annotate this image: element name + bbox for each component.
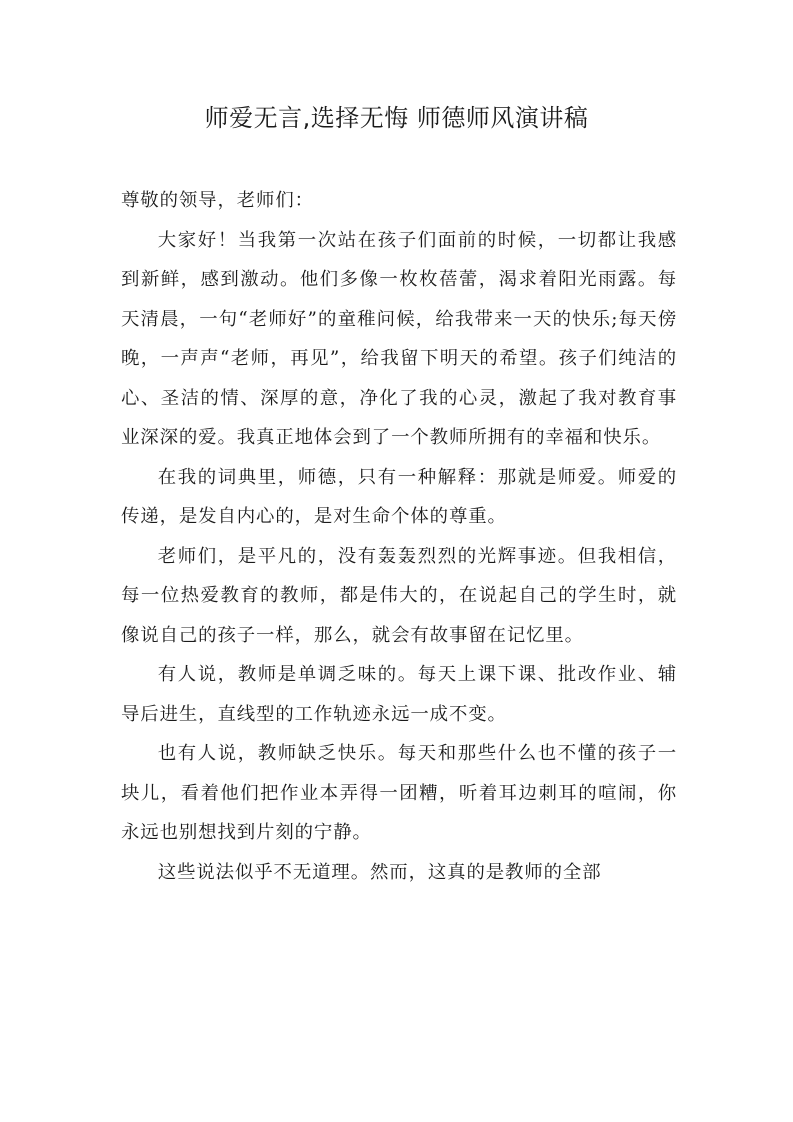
- paragraph-4: 有人说，教师是单调乏味的。每天上课下课、批改作业、辅导后进生，直线型的工作轨迹永远一成不变。: [121, 664, 677, 725]
- salutation: 尊敬的领导，老师们：: [121, 190, 314, 211]
- document-body: [121, 181, 677, 892]
- paragraph-5: 也有人说，教师缺乏快乐。每天和那些什么也不懂的孩子一块儿，看着他们把作业本弄得一团糟，听着耳边刺耳的喧闹，你永远也别想找到片刻的宁静。: [121, 743, 677, 843]
- document-title: 师爱无言,选择无悔 师德师风演讲稿: [204, 104, 589, 132]
- paragraph-3: 老师们，是平凡的，没有轰轰烈烈的光辉事迹。但我相信，每一位热爱教育的教师，都是伟大的，在说起自己的学生时，就像说自己的孩子一样，那么，就会有故事留在记忆里。: [121, 545, 677, 646]
- paragraph-2: 在我的词典里，师德，只有一种解释：那就是师爱。师爱的传递，是发自内心的，是对生命个体的尊重。: [121, 466, 677, 527]
- paragraph-6: 这些说法似乎不无道理。然而，这真的是教师的全部: [157, 861, 602, 883]
- paragraph-1: 大家好！当我第一次站在孩子们面前的时候，一切都让我感到新鲜，感到激动。他们多像一枚枚蓓蕾，渴求着阳光雨露。每天清晨，一句“老师好”的童稚问候，给我带来一天的快乐;每天傍晚，一声声“老师，再见”，给我留下明天的希望。孩子们纯洁的心、圣洁的情、深厚的意，净化了我的心灵，激起了我对教育事业深深的爱。我真正地体会到了一个教师所拥有的幸福和快乐。: [121, 229, 677, 448]
